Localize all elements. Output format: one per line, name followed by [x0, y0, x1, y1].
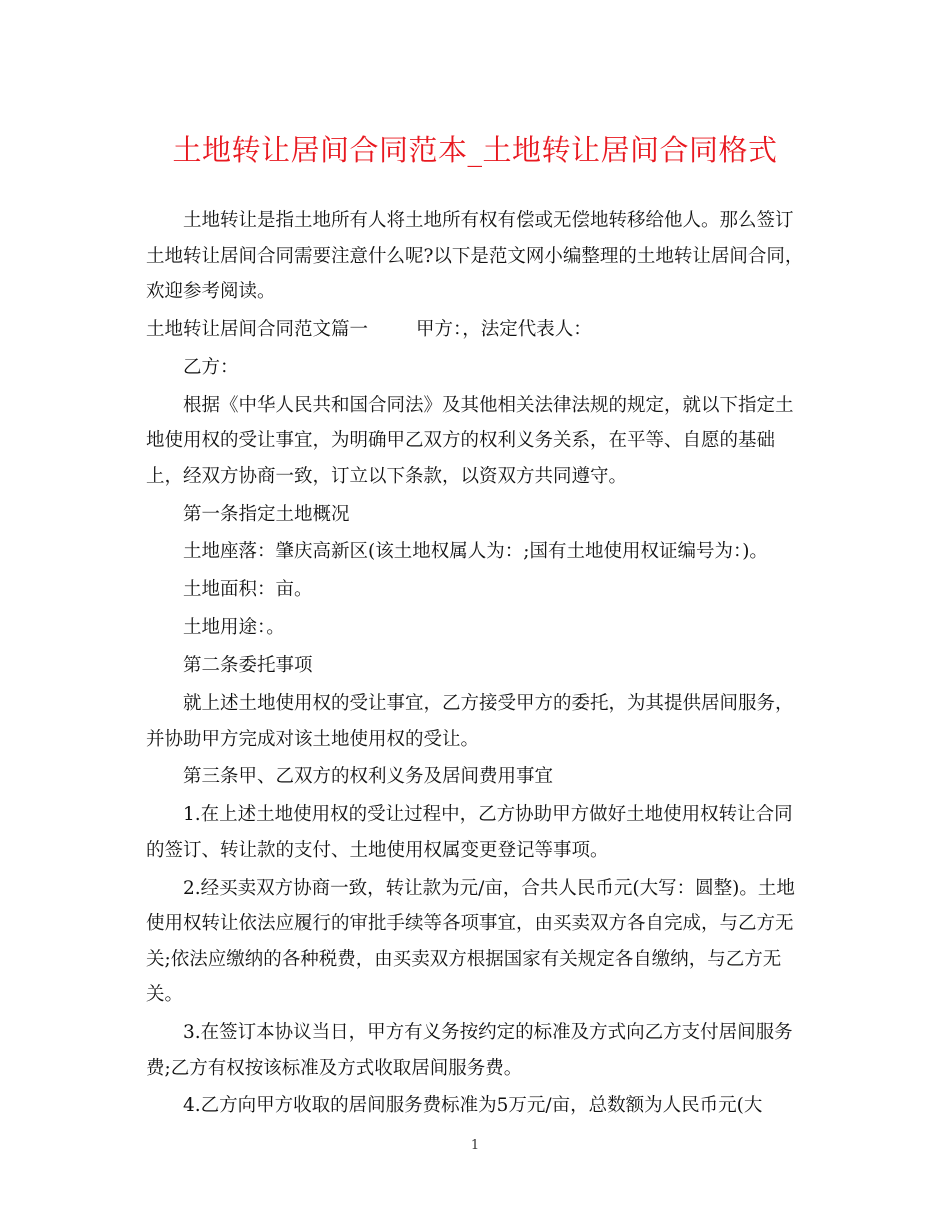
party-line: [146, 312, 806, 348]
intro-paragraph: 土地转让是指土地所有人将土地所有权有偿或无偿地转移给他人。那么签订土地转让居间合同需要注意什么呢?以下是范文网小编整理的土地转让居间合同，欢迎参考阅读。: [146, 210, 804, 302]
document-title: 土地转让居间合同范本_土地转让居间合同格式: [172, 133, 778, 167]
clause-2: 2.经买卖双方协商一致，转让款为元/亩，合共人民币元(大写：圆整)。土地使用权转让依法应履行的审批手续等各项事宜，由买卖双方各自完成，与乙方无关;依法应缴纳的各种税费，由买卖双方根据国家有关规定各自缴纳，与乙方无关。: [146, 877, 795, 1006]
party-b: 乙方：: [183, 356, 239, 378]
article-2-text: 就上述土地使用权的受让事宜，乙方接受甲方的委托，为其提供居间服务，并协助甲方完成对该土地使用权的受让。: [146, 693, 794, 750]
article-2-title: 第二条委托事项: [183, 655, 313, 677]
land-area: 土地面积：亩。: [183, 579, 313, 601]
document-body: [146, 203, 806, 1126]
preamble-paragraph: 根据《中华人民共和国合同法》及其他相关法律法规的规定，就以下指定土地使用权的受让事宜，为明确甲乙双方的权利义务关系，在平等、自愿的基础上，经双方协商一致，订立以下条款，以资双方共同遵守。: [146, 394, 794, 487]
clause-3: 3.在签订本协议当日，甲方有义务按约定的标准及方式向乙方支付居间服务费;乙方有权按该标准及方式收取居间服务费。: [146, 1022, 793, 1079]
land-location: 土地座落：肇庆高新区(该土地权属人为：;国有土地使用权证编号为：)。: [183, 541, 768, 563]
page-number: 1: [470, 1138, 480, 1153]
article-3-title: 第三条甲、乙双方的权利义务及居间费用事宜: [183, 766, 554, 788]
clause-1: 1.在上述土地使用权的受让过程中，乙方协助甲方做好土地使用权转让合同的签订、转让款的支付、土地使用权属变更登记等事项。: [146, 804, 793, 861]
article-1-title: 第一条指定土地概况: [183, 503, 350, 525]
example-heading: 土地转让居间合同范文篇一: [146, 318, 369, 340]
land-use: 土地用途：。: [183, 617, 285, 639]
clause-4: 4.乙方向甲方收取的居间服务费标准为5万元/亩，总数额为人民币元(大: [183, 1095, 763, 1117]
party-a: 甲方：，法定代表人：: [416, 318, 592, 340]
